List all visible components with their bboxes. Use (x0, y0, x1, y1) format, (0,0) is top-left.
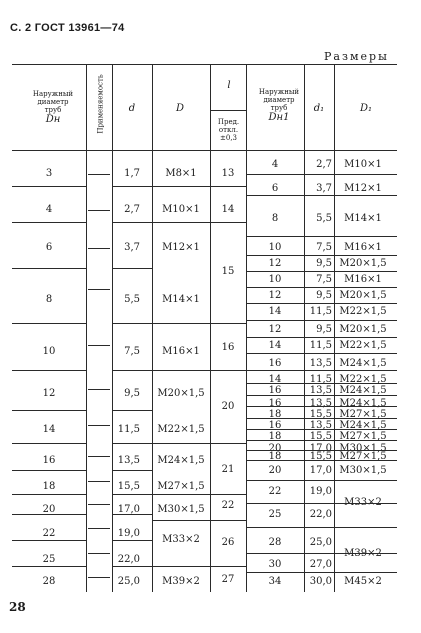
header-text: Пред. (217, 118, 240, 126)
rule-horizontal (246, 337, 397, 338)
header-text: диаметр (37, 98, 69, 106)
header-text: откл. (218, 126, 239, 134)
d-cell: 19,0 (117, 528, 140, 539)
dn-cell: 25 (42, 554, 56, 565)
d1-cell: 15,5 (309, 409, 332, 420)
l-cell: 13 (221, 168, 235, 179)
applicability-dash (88, 425, 110, 426)
rule-vertical (86, 64, 87, 592)
D1-cell: M16×1 (344, 242, 382, 253)
rule-horizontal (112, 470, 152, 471)
rule-horizontal (12, 494, 86, 495)
dn1-cell: 12 (268, 258, 282, 269)
rule-horizontal (246, 395, 397, 396)
D1-cell: M33×2 (344, 497, 382, 508)
applicability-dash (88, 577, 110, 578)
applicability-dash (88, 456, 110, 457)
applicability-dash (88, 389, 110, 390)
rule-horizontal (210, 370, 246, 371)
rule-horizontal (246, 418, 397, 419)
dn1-cell: 20 (268, 443, 282, 454)
header-text: Наружный (258, 88, 300, 96)
d1-cell: 13,5 (309, 358, 332, 369)
d1-cell: 2,7 (316, 159, 332, 170)
D1-cell: M14×1 (344, 213, 382, 224)
d1-cell: 3,7 (316, 183, 332, 194)
header-text: труб (44, 106, 62, 114)
dn-cell: 10 (42, 346, 56, 357)
rule-horizontal (246, 320, 397, 321)
D1-cell: M45×2 (344, 576, 382, 587)
l-cell: 20 (221, 401, 235, 412)
rule-horizontal (210, 186, 246, 187)
rule-horizontal (210, 323, 246, 324)
rule-horizontal (112, 222, 152, 223)
header-text: Наружный (32, 90, 74, 98)
d1-cell: 13,5 (309, 385, 332, 396)
rule-horizontal (246, 174, 397, 175)
D1-cell: M12×1 (344, 183, 382, 194)
header-applicability (89, 72, 107, 142)
rule-horizontal (210, 494, 246, 495)
D1-cell: M10×1 (344, 159, 382, 170)
rule-horizontal (152, 222, 210, 223)
d-cell: 22,0 (117, 554, 140, 565)
header-d: d (128, 103, 136, 114)
document-header: С. 2 ГОСТ 13961—74 (10, 22, 125, 34)
d1-cell: 11,5 (309, 340, 332, 351)
D1-cell: M39×2 (344, 548, 382, 559)
rule-horizontal (210, 566, 246, 567)
d1-cell: 25,0 (309, 537, 332, 548)
D-cell: M16×1 (162, 346, 200, 357)
rule-horizontal (12, 268, 86, 269)
D1-cell: M22×1,5 (339, 340, 387, 351)
applicability-dash (88, 504, 110, 505)
rule-vertical (246, 64, 247, 592)
l-cell: 14 (221, 204, 235, 215)
D1-cell: M27×1,5 (339, 409, 387, 420)
d1-cell: 19,0 (309, 486, 332, 497)
d-cell: 11,5 (117, 424, 140, 435)
dn-cell: 12 (42, 388, 56, 399)
d-cell: 2,7 (124, 204, 140, 215)
rule-horizontal (112, 268, 152, 269)
dn1-cell: 34 (268, 576, 282, 587)
d1-cell: 13,5 (309, 398, 332, 409)
d1-cell: 9,5 (316, 290, 332, 301)
dn1-cell: 20 (268, 465, 282, 476)
rule-horizontal (152, 323, 210, 324)
D1-cell: M24×1,5 (339, 358, 387, 369)
applicability-dash (88, 553, 110, 554)
rule-horizontal (152, 443, 210, 444)
dn-cell: 18 (42, 481, 56, 492)
d1-cell: 7,5 (316, 242, 332, 253)
rule-horizontal (246, 527, 397, 528)
applicability-dash (88, 174, 110, 175)
rule-horizontal (112, 370, 152, 371)
header-l: l (227, 80, 231, 91)
rule-horizontal (210, 520, 246, 521)
D1-cell: M30×1,5 (339, 443, 387, 454)
rule-horizontal (246, 450, 397, 451)
D1-cell: M22×1,5 (339, 306, 387, 317)
l-cell: 22 (221, 500, 235, 511)
dn1-cell: 16 (268, 420, 282, 431)
D1-cell: M20×1,5 (339, 258, 387, 269)
rule-horizontal (246, 195, 397, 196)
rule-horizontal (246, 406, 397, 407)
d1-cell: 27,0 (309, 559, 332, 570)
d1-cell: 9,5 (316, 324, 332, 335)
applicability-dash (88, 481, 110, 482)
rule-horizontal (152, 370, 210, 371)
rule-horizontal (112, 443, 152, 444)
rule-horizontal (152, 566, 210, 567)
rule-horizontal (246, 440, 397, 441)
rule-horizontal (210, 222, 246, 223)
dn-cell: 14 (42, 424, 56, 435)
rule-horizontal (152, 494, 210, 495)
D-cell: M20×1,5 (157, 388, 205, 399)
D1-cell: M22×1,5 (339, 374, 387, 385)
rule-horizontal (246, 503, 397, 504)
dn1-cell: 6 (271, 183, 279, 194)
rule-horizontal (12, 222, 86, 223)
rule-horizontal (246, 287, 397, 288)
header-d1: d₁ (313, 103, 325, 114)
dn-cell: 20 (42, 504, 56, 515)
rule-horizontal (152, 520, 210, 521)
rule-horizontal (246, 383, 397, 384)
dn-cell: 3 (45, 168, 53, 179)
header-D1: D₁ (359, 103, 373, 114)
dn-cell: 4 (45, 204, 53, 215)
D-cell: M27×1,5 (157, 481, 205, 492)
rule-vertical (210, 64, 211, 592)
dn1-cell: 12 (268, 290, 282, 301)
d-cell: 7,5 (124, 346, 140, 357)
dn1-cell: 18 (268, 409, 282, 420)
applicability-dash (88, 528, 110, 529)
d-cell: 9,5 (124, 388, 140, 399)
D1-cell: M27×1,5 (339, 451, 387, 462)
D1-cell: M30×1,5 (339, 465, 387, 476)
applicability-dash (88, 289, 110, 290)
dn1-cell: 10 (268, 242, 282, 253)
dn-cell: 22 (42, 528, 56, 539)
dn1-cell: 8 (271, 213, 279, 224)
D1-cell: M24×1,5 (339, 385, 387, 396)
rule-horizontal (246, 370, 397, 371)
dn1-cell: 16 (268, 385, 282, 396)
rule-horizontal (112, 494, 152, 495)
rule-horizontal (246, 460, 397, 461)
d1-cell: 22,0 (309, 509, 332, 520)
rule-horizontal (246, 303, 397, 304)
rule-horizontal (12, 150, 397, 151)
D-cell: M24×1,5 (157, 455, 205, 466)
header-text: труб (270, 104, 288, 112)
rule-horizontal (12, 470, 86, 471)
rule-horizontal (12, 370, 86, 371)
rule-horizontal (246, 480, 397, 481)
rule-horizontal (12, 323, 86, 324)
rule-horizontal (12, 186, 86, 187)
d1-cell: 15,5 (309, 451, 332, 462)
rule-horizontal (246, 353, 397, 354)
applicability-dash (88, 248, 110, 249)
l-cell: 27 (221, 574, 235, 585)
d-cell: 13,5 (117, 455, 140, 466)
D-cell: M30×1,5 (157, 504, 205, 515)
D-cell: M10×1 (162, 204, 200, 215)
d1-cell: 7,5 (316, 274, 332, 285)
dn1-cell: 30 (268, 559, 282, 570)
rule-horizontal (112, 566, 152, 567)
dn-cell: 28 (42, 576, 56, 587)
rule-horizontal (210, 443, 246, 444)
rule-horizontal (246, 553, 397, 554)
rule-horizontal (12, 566, 86, 567)
dn1-cell: 14 (268, 340, 282, 351)
applicability-dash (88, 210, 110, 211)
d-cell: 3,7 (124, 242, 140, 253)
header-D: D (175, 103, 185, 114)
rule-horizontal (246, 429, 397, 430)
rule-horizontal (12, 64, 397, 65)
rule-horizontal (246, 255, 397, 256)
dn1-cell: 16 (268, 398, 282, 409)
d-cell: 17,0 (117, 504, 140, 515)
d1-cell: 9,5 (316, 258, 332, 269)
rule-horizontal (246, 236, 397, 237)
D1-cell: M24×1,5 (339, 420, 387, 431)
D-cell: M8×1 (165, 168, 197, 179)
rule-horizontal (12, 443, 86, 444)
d-cell: 25,0 (117, 576, 140, 587)
d1-cell: 13,5 (309, 420, 332, 431)
l-cell: 21 (221, 464, 235, 475)
l-cell: 15 (221, 266, 235, 277)
D-cell: M12×1 (162, 242, 200, 253)
dn1-cell: 28 (268, 537, 282, 548)
rule-horizontal (152, 186, 210, 187)
d1-cell: 11,5 (309, 306, 332, 317)
rule-horizontal (112, 186, 152, 187)
d-cell: 5,5 (124, 294, 140, 305)
d1-cell: 5,5 (316, 213, 332, 224)
rule-horizontal (12, 514, 86, 515)
dn1-cell: 12 (268, 324, 282, 335)
header-text: ±0,3 (220, 134, 237, 142)
D-cell: M22×1,5 (157, 424, 205, 435)
dn1-cell: 18 (268, 451, 282, 462)
header-symbol: Dн (45, 114, 61, 125)
d-cell: 15,5 (117, 481, 140, 492)
rule-horizontal (112, 540, 152, 541)
dn1-cell: 25 (268, 509, 282, 520)
dn1-cell: 16 (268, 358, 282, 369)
dn-cell: 6 (45, 242, 53, 253)
dn-cell: 16 (42, 455, 56, 466)
rule-horizontal (12, 410, 86, 411)
rule-horizontal (112, 323, 152, 324)
rule-horizontal (246, 271, 397, 272)
d1-cell: 11,5 (309, 374, 332, 385)
D1-cell: M27×1,5 (339, 431, 387, 442)
rule-horizontal (112, 514, 152, 515)
dn1-cell: 22 (268, 486, 282, 497)
page-number: 28 (9, 600, 26, 614)
sizes-caption: Размеры (324, 50, 389, 63)
l-cell: 26 (221, 537, 235, 548)
dn1-cell: 14 (268, 306, 282, 317)
d1-cell: 15,5 (309, 431, 332, 442)
header-dn1 (250, 88, 308, 123)
header-text: Применяемость (96, 74, 105, 134)
d-cell: 1,7 (124, 168, 140, 179)
header-dn-left (26, 90, 80, 125)
rule-horizontal (210, 110, 246, 111)
D1-cell: M16×1 (344, 274, 382, 285)
D1-cell: M20×1,5 (339, 324, 387, 335)
rule-horizontal (12, 540, 86, 541)
dn1-cell: 14 (268, 374, 282, 385)
d1-cell: 30,0 (309, 576, 332, 587)
dn-cell: 8 (45, 294, 53, 305)
header-l-tolerance (212, 118, 245, 142)
header-text: диаметр (263, 96, 295, 104)
d1-cell: 17,0 (309, 465, 332, 476)
D-cell: M39×2 (162, 576, 200, 587)
D-cell: M14×1 (162, 294, 200, 305)
D1-cell: M20×1,5 (339, 290, 387, 301)
D1-cell: M24×1,5 (339, 398, 387, 409)
header-symbol: Dн1 (268, 112, 290, 123)
dn1-cell: 18 (268, 431, 282, 442)
l-cell: 16 (221, 342, 235, 353)
dn1-cell: 4 (271, 159, 279, 170)
rule-horizontal (246, 572, 397, 573)
D-cell: M33×2 (162, 534, 200, 545)
d1-cell: 17,0 (309, 443, 332, 454)
rule-horizontal (112, 410, 152, 411)
applicability-dash (88, 345, 110, 346)
dn1-cell: 10 (268, 274, 282, 285)
